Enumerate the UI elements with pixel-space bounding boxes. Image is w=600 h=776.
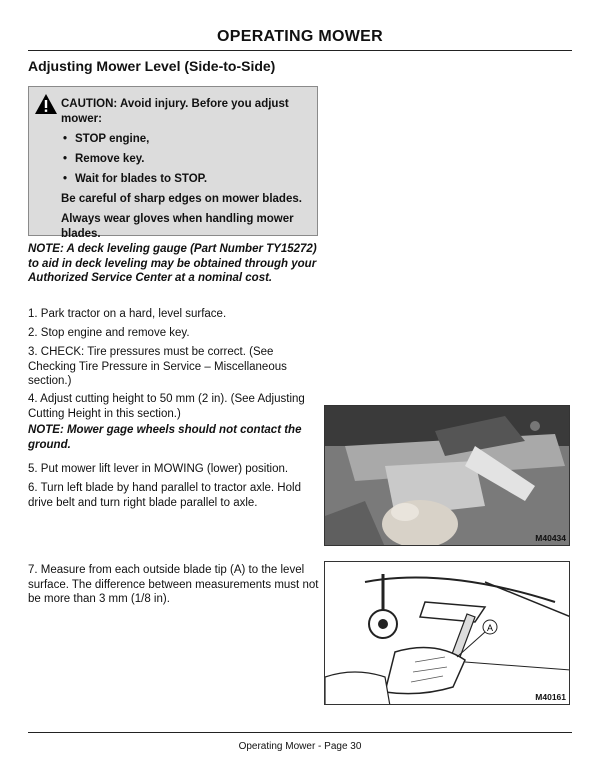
measure-diagram bbox=[324, 561, 570, 705]
step-5: 5. Put mower lift lever in MOWING (lower) position. bbox=[28, 463, 289, 475]
caution-bullet: • STOP engine, bbox=[61, 132, 311, 147]
note-gage-wheels: NOTE: Mower gage wheels should not contact the ground. bbox=[28, 424, 302, 451]
page-header-title: OPERATING MOWER bbox=[217, 28, 383, 45]
callout-label: A bbox=[486, 623, 494, 633]
caution-bullet: • Wait for blades to STOP. bbox=[61, 172, 311, 187]
step-3: 3. CHECK: Tire pressures must be correct. (See Checking Tire Pressure in Service – Miscellaneous section.) bbox=[28, 346, 287, 387]
caution-intro: CAUTION: Avoid injury. Before you adjust mower: bbox=[61, 98, 289, 125]
step-2: 2. Stop engine and remove key. bbox=[28, 327, 190, 339]
footer-rule bbox=[28, 732, 572, 733]
warning-icon bbox=[34, 93, 58, 115]
photo-caption: M40161 bbox=[535, 692, 566, 702]
section-title: Adjusting Mower Level (Side-to-Side) bbox=[28, 58, 276, 74]
caution-line: Be careful of sharp edges on mower blades. bbox=[61, 193, 302, 205]
step-4: 4. Adjust cutting height to 50 mm (2 in). (See Adjusting Cutting Height in this section.) bbox=[28, 393, 305, 420]
note-gauge: NOTE: A deck leveling gauge (Part Number TY15272) to aid in deck leveling may be obtained through your Authorized Service Center at a nominal cost. bbox=[28, 243, 317, 284]
page-footer: Operating Mower - Page 30 bbox=[238, 741, 362, 752]
blade-photo bbox=[324, 405, 570, 546]
header-rule bbox=[28, 50, 572, 51]
step-1: 1. Park tractor on a hard, level surface. bbox=[28, 308, 227, 320]
measure-illustration bbox=[325, 562, 570, 705]
caution-bullet: • Remove key. bbox=[61, 152, 311, 167]
caution-box bbox=[28, 86, 318, 240]
blade-illustration bbox=[325, 406, 570, 546]
step-7: 7. Measure from each outside blade tip (A) to the level surface. The difference between measurements must not be more than 3 mm (1/8 in). bbox=[28, 564, 319, 605]
caution-line: Always wear gloves when handling mower blades. bbox=[61, 213, 294, 240]
photo-caption: M40434 bbox=[535, 533, 566, 543]
step-6: 6. Turn left blade by hand parallel to tractor axle. Hold drive belt and turn right blade parallel to axle. bbox=[28, 482, 301, 509]
